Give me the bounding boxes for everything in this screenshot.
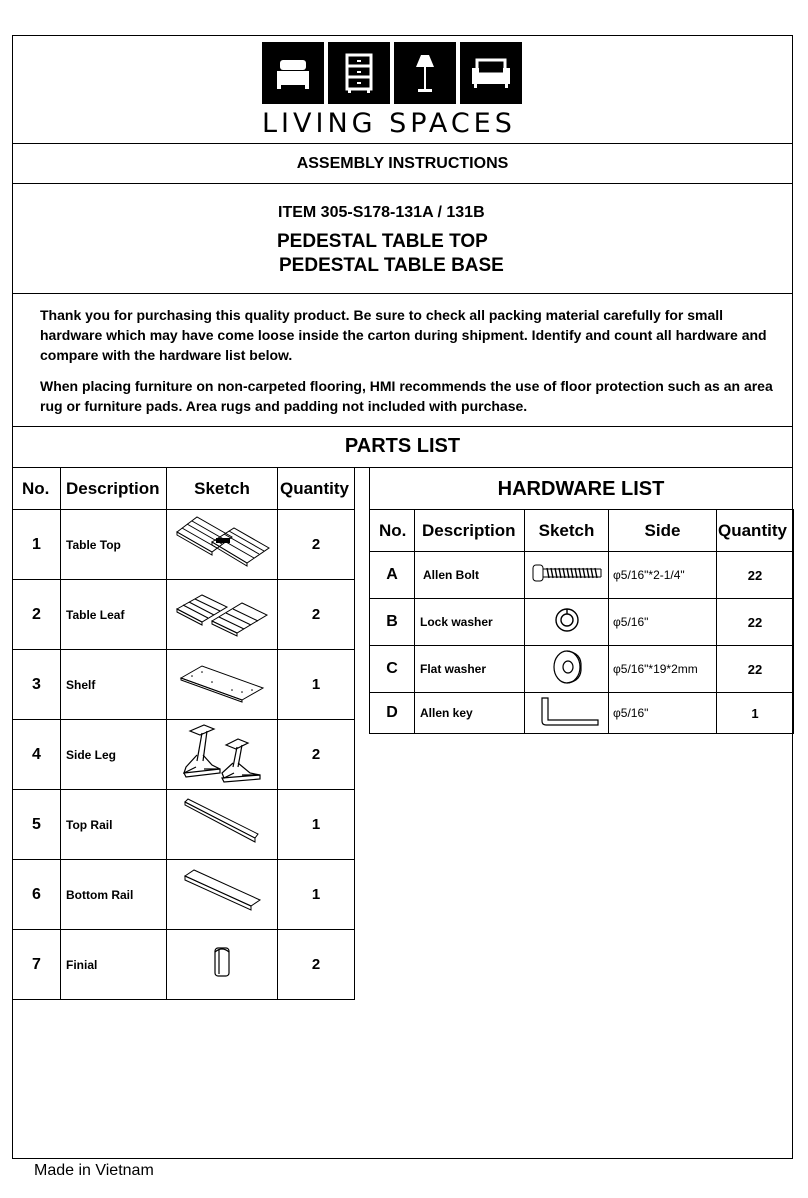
hardware-list-title: HARDWARE LIST	[497, 478, 665, 500]
part-number: 1	[13, 510, 61, 580]
part-description: Side Leg	[61, 720, 167, 790]
bed-icon	[262, 42, 324, 104]
table-top-sketch	[167, 510, 278, 580]
hardware-letter: C	[370, 646, 415, 693]
col-header-description: Description	[415, 510, 525, 552]
parts-list-title: PARTS LIST	[344, 435, 461, 457]
sofa-icon	[460, 42, 522, 104]
hardware-table	[369, 509, 794, 734]
hardware-side: φ5/16"	[609, 599, 717, 646]
part-quantity: 2	[278, 580, 355, 650]
table-row	[370, 646, 794, 693]
part-description: Top Rail	[61, 790, 167, 860]
allen-key-sketch	[525, 693, 609, 734]
part-quantity: 2	[278, 930, 355, 1000]
hardware-side: φ5/16"*19*2mm	[609, 646, 717, 693]
table-row	[13, 720, 355, 790]
document-title: ASSEMBLY INSTRUCTIONS	[296, 155, 509, 172]
parts-table-header	[13, 468, 355, 510]
table-row	[370, 552, 794, 599]
part-quantity: 1	[278, 790, 355, 860]
lamp-icon	[394, 42, 456, 104]
part-quantity: 1	[278, 650, 355, 720]
hardware-quantity: 22	[717, 552, 794, 599]
hardware-description: Allen key	[415, 693, 525, 734]
table-row	[370, 693, 794, 734]
divider	[12, 293, 793, 294]
part-number: 2	[13, 580, 61, 650]
table-row	[13, 580, 355, 650]
parts-table	[12, 467, 355, 1000]
hardware-letter: D	[370, 693, 415, 734]
col-header-quantity: Quantity	[717, 510, 794, 552]
hardware-quantity: 22	[717, 599, 794, 646]
hardware-table-header	[370, 510, 794, 552]
hardware-letter: B	[370, 599, 415, 646]
nightstand-icon	[328, 42, 390, 104]
divider	[12, 143, 793, 144]
top-rail-sketch	[167, 790, 278, 860]
part-number: 5	[13, 790, 61, 860]
side-leg-sketch	[167, 720, 278, 790]
part-number: 3	[13, 650, 61, 720]
hardware-box-top	[369, 467, 793, 468]
col-header-no: No.	[370, 510, 415, 552]
part-description: Bottom Rail	[61, 860, 167, 930]
part-quantity: 1	[278, 860, 355, 930]
divider	[12, 426, 793, 427]
table-row	[13, 510, 355, 580]
bottom-rail-sketch	[167, 860, 278, 930]
finial-sketch	[167, 930, 278, 1000]
col-header-sketch: Sketch	[525, 510, 609, 552]
brand-logo	[262, 42, 524, 139]
hardware-side: φ5/16"*2-1/4"	[609, 552, 717, 599]
part-quantity: 2	[278, 720, 355, 790]
table-row	[13, 930, 355, 1000]
country-of-origin: Made in Vietnam	[34, 1162, 154, 1179]
part-quantity: 2	[278, 510, 355, 580]
hardware-letter: A	[370, 552, 415, 599]
floor-protection-note: When placing furniture on non-carpeted flooring, HMI recommends the use of floor protection such as an area rug or furniture pads. Area rugs and padding not included with purchase.	[40, 378, 773, 414]
flat-washer-sketch	[525, 646, 609, 693]
col-header-sketch: Sketch	[167, 468, 278, 510]
hardware-description: Lock washer	[415, 599, 525, 646]
table-row	[13, 790, 355, 860]
table-row	[370, 599, 794, 646]
part-description: Finial	[61, 930, 167, 1000]
col-header-description: Description	[61, 468, 167, 510]
shelf-sketch	[167, 650, 278, 720]
part-number: 4	[13, 720, 61, 790]
item-name-base: PEDESTAL TABLE BASE	[279, 255, 504, 276]
item-number: ITEM 305-S178-131A / 131B	[278, 204, 485, 221]
item-name-top: PEDESTAL TABLE TOP	[277, 231, 488, 252]
lock-washer-sketch	[525, 599, 609, 646]
col-header-side: Side	[609, 510, 717, 552]
hardware-description: Allen Bolt	[415, 552, 525, 599]
divider	[12, 183, 793, 184]
part-description: Table Leaf	[61, 580, 167, 650]
col-header-no: No.	[13, 468, 61, 510]
intro-paragraph: Thank you for purchasing this quality product. Be sure to check all packing material carefully for small hardware which may have come loose inside the carton during shipment. Identify and count all hardware and compare with the hardware list below.	[40, 307, 767, 363]
hardware-quantity: 1	[717, 693, 794, 734]
brand-name: LIVING SPACES	[262, 108, 516, 139]
part-number: 7	[13, 930, 61, 1000]
part-description: Table Top	[61, 510, 167, 580]
table-row	[13, 860, 355, 930]
hardware-side: φ5/16"	[609, 693, 717, 734]
part-description: Shelf	[61, 650, 167, 720]
hardware-description: Flat washer	[415, 646, 525, 693]
col-header-quantity: Quantity	[278, 468, 355, 510]
hardware-quantity: 22	[717, 646, 794, 693]
bolt-sketch	[525, 552, 609, 599]
table-row	[13, 650, 355, 720]
table-leaf-sketch	[167, 580, 278, 650]
part-number: 6	[13, 860, 61, 930]
